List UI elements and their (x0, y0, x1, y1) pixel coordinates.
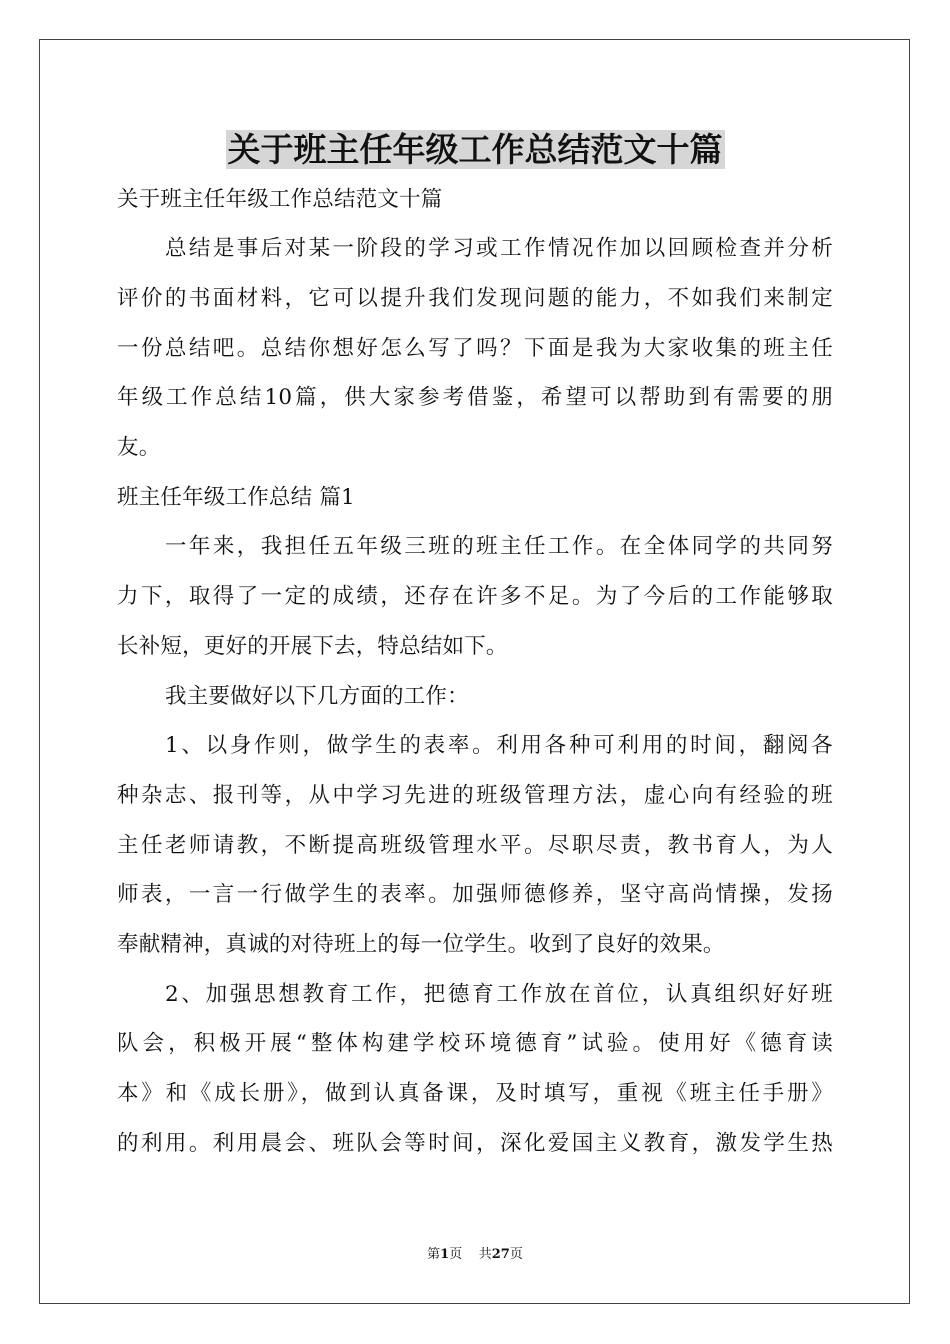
paragraph-line: 种杂志、报刊等，从中学习先进的班级管理方法，虚心向有经验的班 (117, 783, 833, 808)
paragraph-line: 一年来，我担任五年级三班的班主任工作。在全体同学的共同努 (165, 534, 833, 559)
paragraph-line: 师表，一言一行做学生的表率。加强师德修养，坚守高尚情操，发扬 (117, 882, 833, 907)
page-number: 1 (440, 1247, 450, 1262)
paragraph-line: 长补短，更好的开展下去，特总结如下。 (117, 634, 508, 659)
paragraph-line: 评价的书面材料，它可以提升我们发现问题的能力，不如我们来制定 (117, 286, 833, 311)
paragraph-line: 2、加强思想教育工作，把德育工作放在首位，认真组织好好班 (165, 982, 833, 1007)
page-footer: 第1页 共27页 (427, 1247, 523, 1262)
paragraph-line: 奉献精神，真诚的对待班上的每一位学生。收到了良好的效果。 (117, 932, 725, 957)
paragraph-line: 的利用。利用晨会、班队会等时间，深化爱国主义教育，激发学生热 (117, 1131, 833, 1156)
paragraph-line: 总结是事后对某一阶段的学习或工作情况作加以回顾检查并分析 (165, 236, 833, 261)
page-border (39, 39, 910, 1304)
paragraph-line: 力下，取得了一定的成绩，还存在许多不足。为了今后的工作能够取 (117, 584, 833, 609)
paragraph-line: 友。 (117, 435, 161, 460)
paragraph-line: 主任老师请教，不断提高班级管理水平。尽职尽责，教书育人，为人 (117, 833, 833, 858)
document-title: 关于班主任年级工作总结范文十篇 (227, 130, 723, 169)
paragraph-line: 1、以身作则，做学生的表率。利用各种可利用的时间，翻阅各 (165, 733, 833, 758)
paragraph-line: 我主要做好以下几方面的工作： (165, 684, 469, 709)
paragraph-line: 队会，积极开展“整体构建学校环境德育”试验。使用好《德育读 (117, 1031, 833, 1056)
paragraph-line: 一份总结吧。总结你想好怎么写了吗？下面是我为大家收集的班主任 (117, 336, 833, 361)
subtitle-line: 关于班主任年级工作总结范文十篇 (117, 187, 443, 212)
paragraph-line: 本》和《成长册》，做到认真备课，及时填写，重视《班主任手册》 (117, 1081, 833, 1106)
page-total: 27 (491, 1247, 510, 1262)
paragraph-line: 年级工作总结10篇，供大家参考借鉴，希望可以帮助到有需要的朋 (117, 385, 833, 410)
section-heading: 班主任年级工作总结 篇1 (117, 485, 355, 510)
